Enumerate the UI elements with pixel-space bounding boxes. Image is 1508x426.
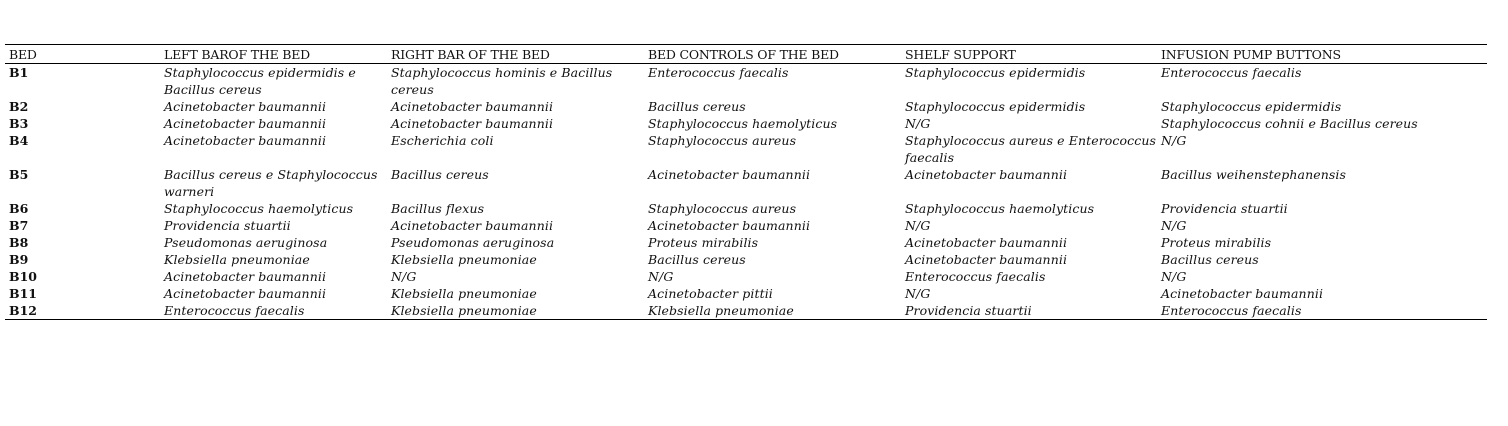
header-right-bar: RIGHT BAR OF THE BED: [387, 45, 644, 64]
table-row: [5, 251, 1487, 268]
header-left-bar: LEFT BAROF THE BED: [160, 45, 387, 64]
cell-left-bar: Staphylococcus epidermidis e Bacillus cereus: [164, 65, 356, 97]
cell-infusion-pump-buttons: Staphylococcus epidermidis: [1161, 99, 1342, 114]
cell-bed-controls: Staphylococcus aureus: [648, 201, 797, 216]
cell-right-bar: Klebsiella pneumoniae: [391, 286, 537, 301]
table-row: [5, 132, 1487, 166]
cell-left-bar: Acinetobacter baumannii: [164, 286, 327, 301]
cell-infusion-pump-buttons: Bacillus cereus: [1161, 252, 1259, 267]
cell-infusion-pump-buttons: Staphylococcus cohnii e Bacillus cereus: [1161, 116, 1418, 131]
cell-bed-controls: Acinetobacter pittii: [648, 286, 773, 301]
cell-infusion-pump-buttons: N/G: [1161, 133, 1187, 148]
cell-bed-controls: Klebsiella pneumoniae: [648, 303, 794, 318]
cell-shelf-support: Staphylococcus haemolyticus: [905, 201, 1095, 216]
cell-infusion-pump-buttons: Acinetobacter baumannii: [1161, 286, 1324, 301]
cell-bed: B5: [9, 167, 29, 182]
table-row: [5, 64, 1487, 99]
cell-infusion-pump-buttons: Proteus mirabilis: [1161, 235, 1272, 250]
cell-infusion-pump-buttons: N/G: [1161, 218, 1187, 233]
cell-right-bar: Klebsiella pneumoniae: [391, 303, 537, 318]
cell-left-bar: Pseudomonas aeruginosa: [164, 235, 328, 250]
table-row: [5, 268, 1487, 285]
cell-shelf-support: N/G: [905, 218, 931, 233]
cell-right-bar: Escherichia coli: [391, 133, 494, 148]
cell-left-bar: Bacillus cereus e Staphylococcus warneri: [164, 167, 378, 199]
cell-bed: B3: [9, 116, 29, 131]
cell-right-bar: Pseudomonas aeruginosa: [391, 235, 555, 250]
cell-shelf-support: N/G: [905, 286, 931, 301]
cell-left-bar: Providencia stuartii: [164, 218, 291, 233]
cell-bed: B11: [9, 286, 37, 301]
cell-left-bar: Acinetobacter baumannii: [164, 99, 327, 114]
cell-shelf-support: Enterococcus faecalis: [905, 269, 1046, 284]
header-shelf-support: SHELF SUPPORT: [901, 45, 1157, 64]
cell-bed-controls: Acinetobacter baumannii: [648, 167, 811, 182]
cell-infusion-pump-buttons: Enterococcus faecalis: [1161, 303, 1302, 318]
cell-bed: B4: [9, 133, 29, 148]
table-header: [5, 45, 1487, 64]
results-table: [5, 44, 1487, 320]
cell-bed: B10: [9, 269, 37, 284]
results-table-container: [5, 44, 1487, 320]
cell-infusion-pump-buttons: N/G: [1161, 269, 1187, 284]
cell-bed: B7: [9, 218, 29, 233]
cell-shelf-support: Staphylococcus epidermidis: [905, 65, 1086, 80]
cell-bed-controls: Acinetobacter baumannii: [648, 218, 811, 233]
cell-bed-controls: Enterococcus faecalis: [648, 65, 789, 80]
header-infusion-pump-buttons: INFUSION PUMP BUTTONS: [1157, 45, 1487, 64]
cell-right-bar: Acinetobacter baumannii: [391, 218, 554, 233]
cell-shelf-support: Staphylococcus epidermidis: [905, 99, 1086, 114]
table-row: [5, 200, 1487, 217]
cell-right-bar: Klebsiella pneumoniae: [391, 252, 537, 267]
cell-left-bar: Staphylococcus haemolyticus: [164, 201, 354, 216]
table-row: [5, 217, 1487, 234]
table-row: [5, 234, 1487, 251]
cell-left-bar: Enterococcus faecalis: [164, 303, 305, 318]
cell-left-bar: Acinetobacter baumannii: [164, 133, 327, 148]
cell-bed: B12: [9, 303, 37, 318]
table-row: [5, 166, 1487, 200]
table-row: [5, 285, 1487, 302]
cell-infusion-pump-buttons: Providencia stuartii: [1161, 201, 1288, 216]
cell-left-bar: Klebsiella pneumoniae: [164, 252, 310, 267]
cell-bed: B6: [9, 201, 29, 216]
cell-shelf-support: Acinetobacter baumannii: [905, 235, 1068, 250]
cell-left-bar: Acinetobacter baumannii: [164, 269, 327, 284]
cell-bed: B1: [9, 65, 29, 80]
cell-bed-controls: Bacillus cereus: [648, 99, 746, 114]
cell-bed-controls: Bacillus cereus: [648, 252, 746, 267]
cell-bed: B8: [9, 235, 29, 250]
cell-right-bar: N/G: [391, 269, 417, 284]
cell-shelf-support: Acinetobacter baumannii: [905, 252, 1068, 267]
cell-bed: B2: [9, 99, 29, 114]
cell-infusion-pump-buttons: Bacillus weihenstephanensis: [1161, 167, 1347, 182]
cell-shelf-support: Providencia stuartii: [905, 303, 1032, 318]
cell-shelf-support: N/G: [905, 116, 931, 131]
table-row: [5, 98, 1487, 115]
cell-right-bar: Staphylococcus hominis e Bacillus cereus: [391, 65, 613, 97]
cell-shelf-support: Staphylococcus aureus e Enterococcus faecalis: [905, 133, 1157, 165]
cell-right-bar: Acinetobacter baumannii: [391, 116, 554, 131]
cell-bed: B9: [9, 252, 29, 267]
cell-bed-controls: Staphylococcus haemolyticus: [648, 116, 838, 131]
table-body: [5, 64, 1487, 320]
cell-bed-controls: N/G: [648, 269, 674, 284]
cell-right-bar: Acinetobacter baumannii: [391, 99, 554, 114]
table-row: [5, 302, 1487, 320]
table-row: [5, 115, 1487, 132]
header-bed-controls: BED CONTROLS OF THE BED: [644, 45, 901, 64]
cell-left-bar: Acinetobacter baumannii: [164, 116, 327, 131]
header-row: [5, 45, 1487, 64]
cell-right-bar: Bacillus flexus: [391, 201, 485, 216]
header-bed: BED: [5, 45, 160, 64]
cell-bed-controls: Staphylococcus aureus: [648, 133, 797, 148]
cell-infusion-pump-buttons: Enterococcus faecalis: [1161, 65, 1302, 80]
cell-shelf-support: Acinetobacter baumannii: [905, 167, 1068, 182]
cell-bed-controls: Proteus mirabilis: [648, 235, 759, 250]
cell-right-bar: Bacillus cereus: [391, 167, 489, 182]
